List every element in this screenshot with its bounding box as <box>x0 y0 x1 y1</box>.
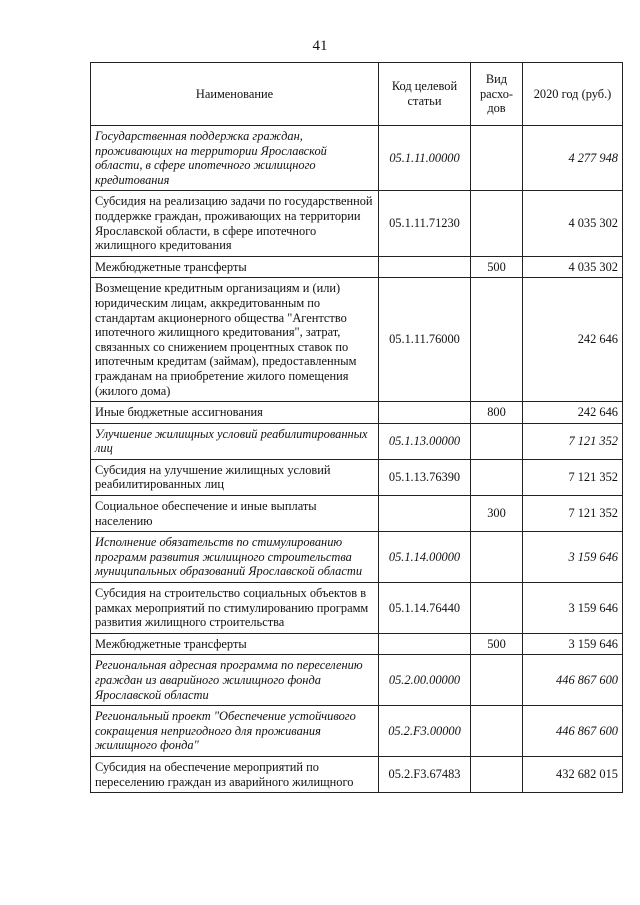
row-code-cell: 05.1.13.00000 <box>379 423 471 459</box>
row-sum-cell: 242 646 <box>523 278 623 402</box>
row-sum-cell: 432 682 015 <box>523 756 623 792</box>
table-row <box>91 423 623 459</box>
row-name-cell: Улучшение жилищных условий реабилитированных лиц <box>91 423 379 459</box>
row-sum-cell: 3 159 646 <box>523 633 623 655</box>
table-row <box>91 706 623 757</box>
row-code-cell: 05.1.11.76000 <box>379 278 471 402</box>
row-code-cell <box>379 402 471 424</box>
row-expense-type-cell <box>471 756 523 792</box>
table-header-row <box>91 63 623 126</box>
row-expense-type-cell <box>471 655 523 706</box>
row-name-cell: Межбюджетные трансферты <box>91 633 379 655</box>
table-row <box>91 459 623 495</box>
row-sum-cell: 242 646 <box>523 402 623 424</box>
row-code-cell: 05.1.14.76440 <box>379 583 471 634</box>
row-code-cell: 05.2.00.00000 <box>379 655 471 706</box>
table-row <box>91 532 623 583</box>
row-name-cell: Региональный проект "Обеспечение устойчивого сокращения непригодного для проживания жилищного фонда" <box>91 706 379 757</box>
row-expense-type-cell <box>471 532 523 583</box>
table-row <box>91 278 623 402</box>
row-name-cell: Субсидия на строительство социальных объектов в рамках мероприятий по стимулированию программ развития жилищного строительства <box>91 583 379 634</box>
header-sum-2020: 2020 год (руб.) <box>523 63 623 126</box>
table-row <box>91 496 623 532</box>
row-expense-type-cell <box>471 459 523 495</box>
row-expense-type-cell <box>471 583 523 634</box>
header-code: Код целевой статьи <box>379 63 471 126</box>
row-sum-cell: 3 159 646 <box>523 583 623 634</box>
row-expense-type-cell: 500 <box>471 256 523 278</box>
row-code-cell <box>379 496 471 532</box>
row-sum-cell: 4 035 302 <box>523 256 623 278</box>
row-code-cell: 05.1.14.00000 <box>379 532 471 583</box>
row-code-cell: 05.1.11.00000 <box>379 126 471 191</box>
row-expense-type-cell: 500 <box>471 633 523 655</box>
row-code-cell: 05.1.13.76390 <box>379 459 471 495</box>
row-sum-cell: 7 121 352 <box>523 459 623 495</box>
row-sum-cell: 7 121 352 <box>523 496 623 532</box>
row-name-cell: Иные бюджетные ассигнования <box>91 402 379 424</box>
row-name-cell: Государственная поддержка граждан, проживающих на территории Ярославской области, в сфере ипотечного жилищного кредитования <box>91 126 379 191</box>
table-row <box>91 655 623 706</box>
row-name-cell: Субсидия на обеспечение мероприятий по переселению граждан из аварийного жилищного <box>91 756 379 792</box>
header-name: Наименование <box>91 63 379 126</box>
row-code-cell: 05.2.F3.00000 <box>379 706 471 757</box>
row-sum-cell: 446 867 600 <box>523 655 623 706</box>
table-row <box>91 633 623 655</box>
row-name-cell: Исполнение обязательств по стимулированию программ развития жилищного строительства муниципальных образований Ярославской области <box>91 532 379 583</box>
row-name-cell: Региональная адресная программа по переселению граждан из аварийного жилищного фонда Ярославской области <box>91 655 379 706</box>
row-name-cell: Межбюджетные трансферты <box>91 256 379 278</box>
row-expense-type-cell <box>471 191 523 256</box>
budget-table <box>90 62 623 793</box>
row-name-cell: Возмещение кредитным организациям и (или) юридическим лицам, аккредитованным по стандартам акционерного общества "Агентство ипотечного жилищного кредитования", затрат, связанных со снижением процентных ставок по ипотечным кредитам (займам), предоставленным гражданам на приобретение жилого помещения (жилого дома) <box>91 278 379 402</box>
table-row <box>91 756 623 792</box>
table-row <box>91 191 623 256</box>
table-row <box>91 583 623 634</box>
row-expense-type-cell <box>471 706 523 757</box>
table-body <box>91 126 623 793</box>
row-code-cell <box>379 633 471 655</box>
table-row <box>91 126 623 191</box>
row-code-cell: 05.1.11.71230 <box>379 191 471 256</box>
row-expense-type-cell <box>471 423 523 459</box>
row-sum-cell: 3 159 646 <box>523 532 623 583</box>
table-row <box>91 256 623 278</box>
page-number: 41 <box>312 38 328 54</box>
row-code-cell <box>379 256 471 278</box>
row-expense-type-cell: 300 <box>471 496 523 532</box>
row-name-cell: Субсидия на реализацию задачи по государственной поддержке граждан, проживающих на территории Ярославской области, в сфере ипотечного жилищного кредитования <box>91 191 379 256</box>
header-expense-type: Вид расхо-дов <box>471 63 523 126</box>
row-expense-type-cell <box>471 126 523 191</box>
row-sum-cell: 4 277 948 <box>523 126 623 191</box>
row-sum-cell: 7 121 352 <box>523 423 623 459</box>
row-sum-cell: 4 035 302 <box>523 191 623 256</box>
table-row <box>91 402 623 424</box>
row-sum-cell: 446 867 600 <box>523 706 623 757</box>
row-expense-type-cell: 800 <box>471 402 523 424</box>
row-code-cell: 05.2.F3.67483 <box>379 756 471 792</box>
row-name-cell: Субсидия на улучшение жилищных условий реабилитированных лиц <box>91 459 379 495</box>
row-expense-type-cell <box>471 278 523 402</box>
row-name-cell: Социальное обеспечение и иные выплаты населению <box>91 496 379 532</box>
